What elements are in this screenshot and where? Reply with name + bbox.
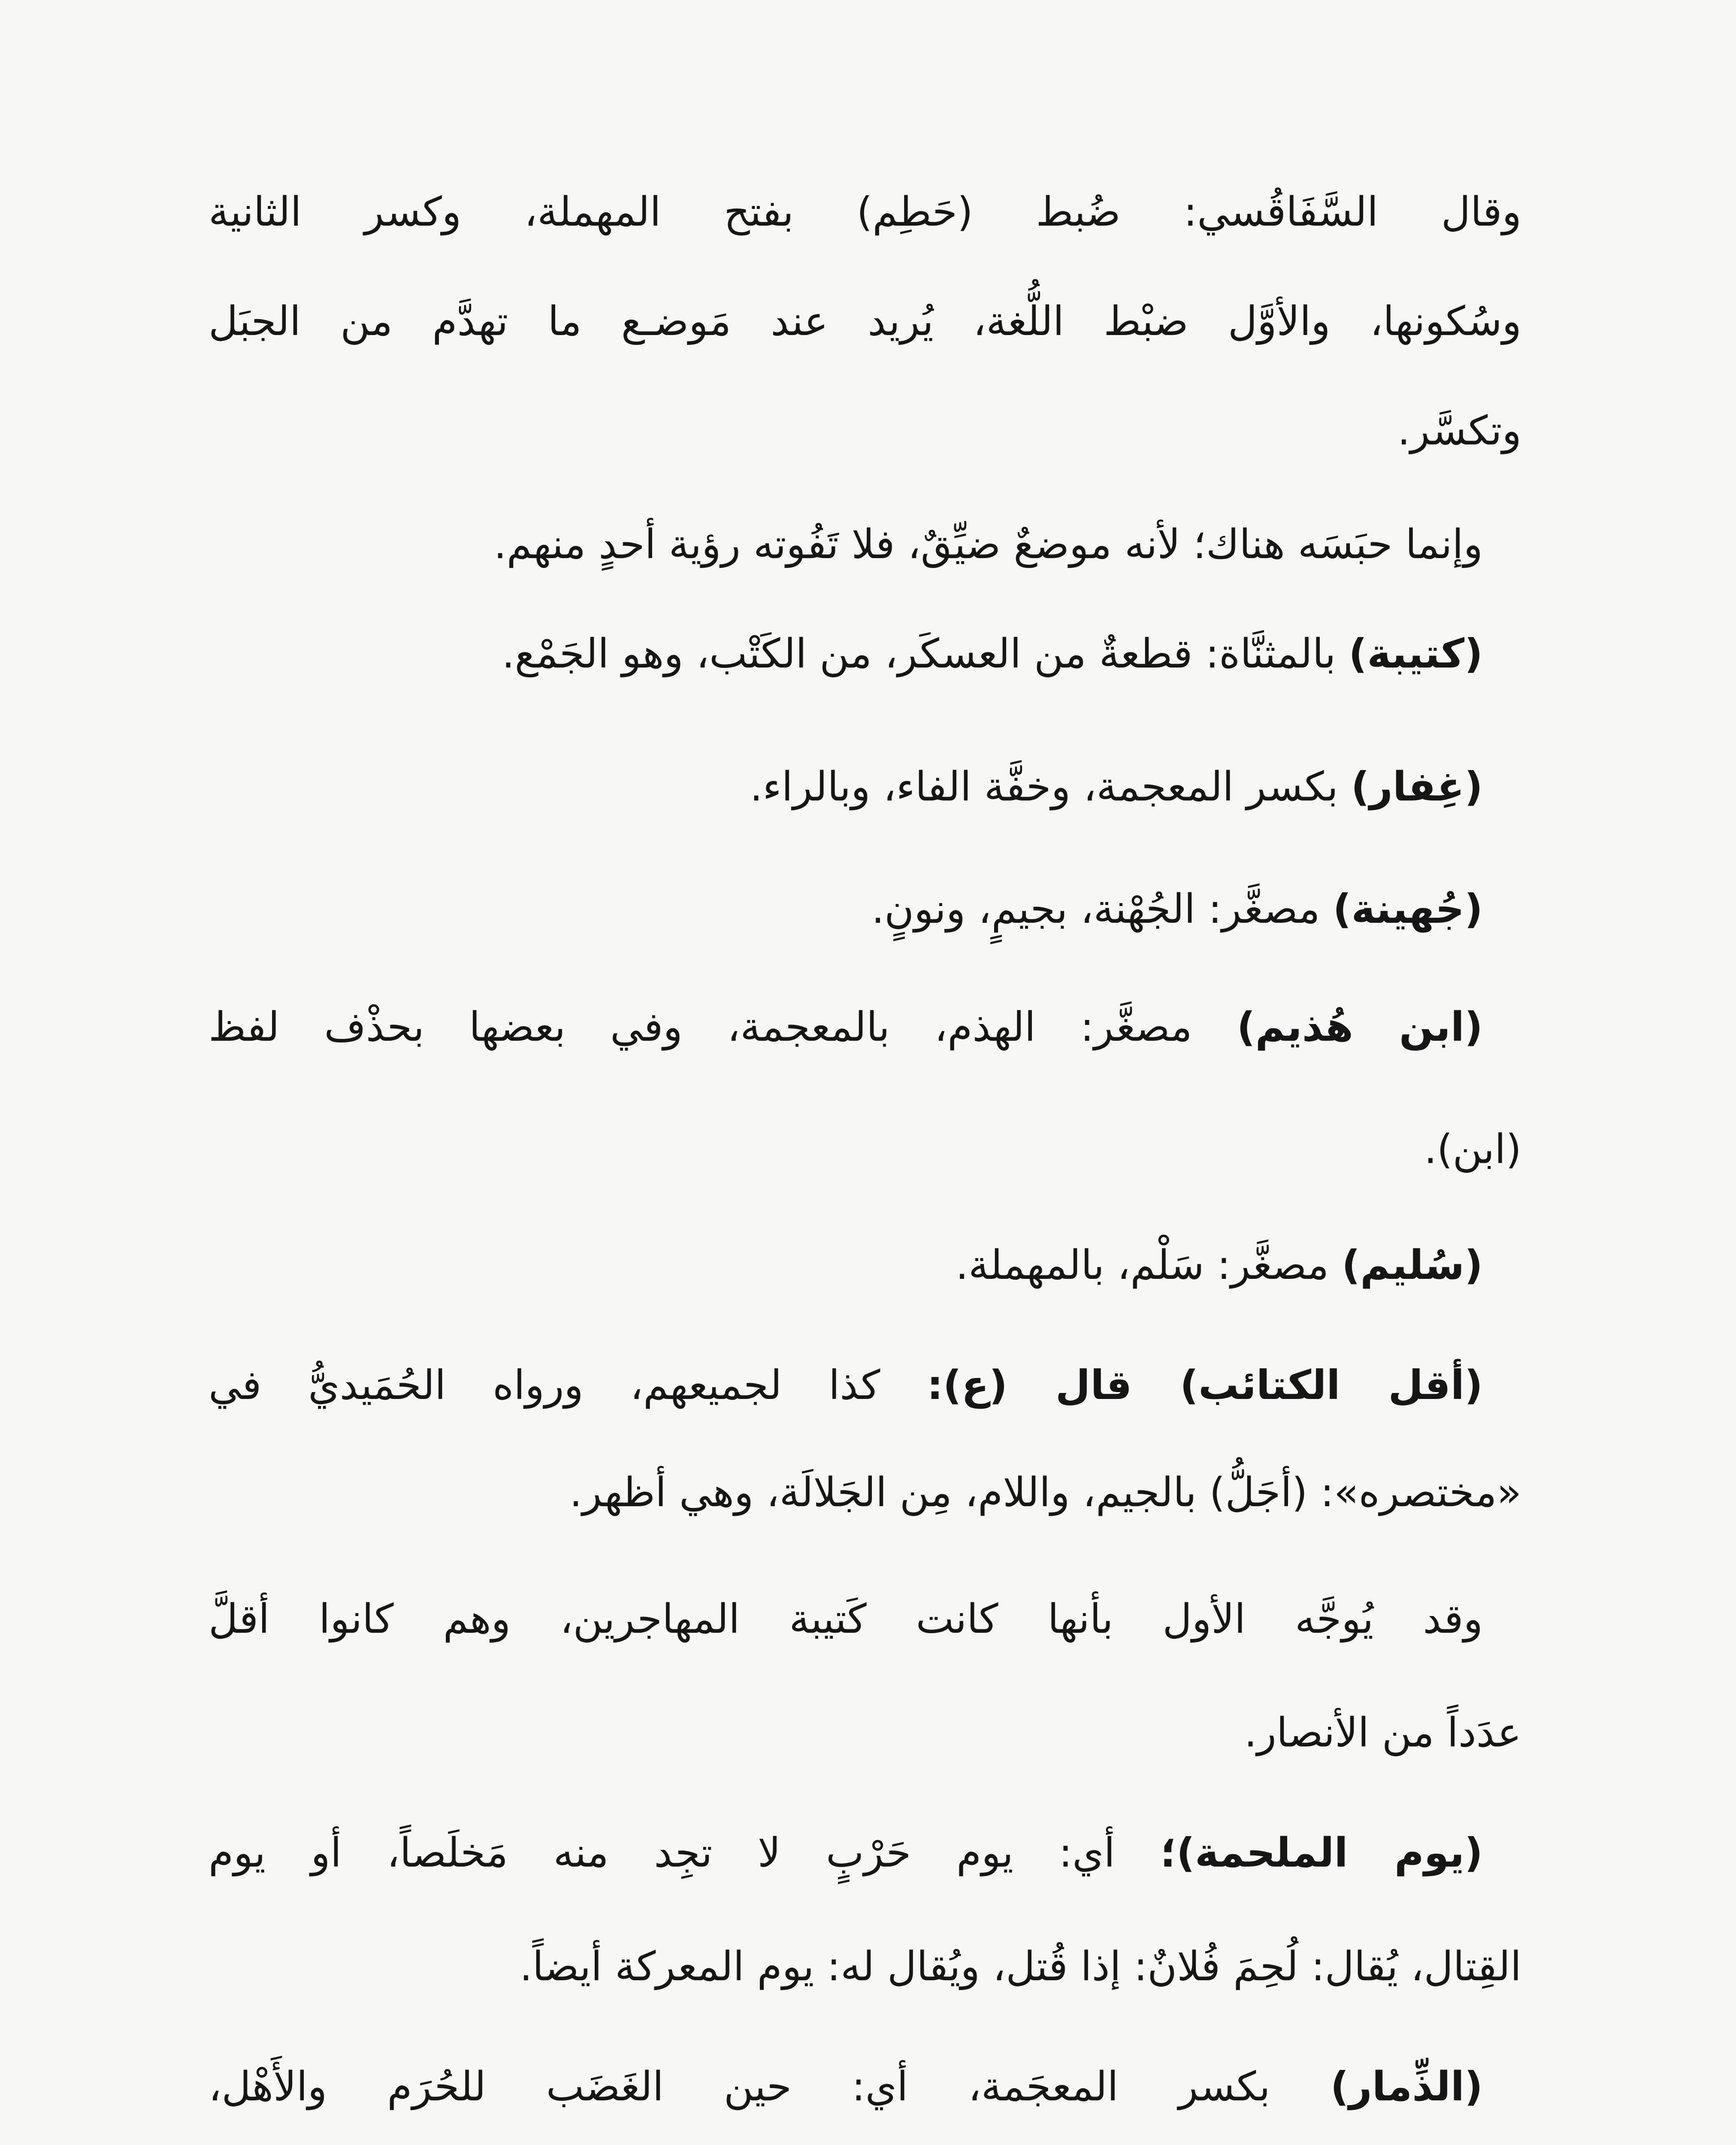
line-4-text: وإنما حبَسَه هناك؛ لأنه موضعٌ ضيِّقٌ، فلا تَفُوته رؤية أحدٍ منهم.: [493, 521, 1483, 568]
line-3-text: وتكسَّر.: [1397, 408, 1521, 454]
text-line-5: [502, 633, 1483, 684]
line-9-text: (ابن).: [1424, 1126, 1521, 1173]
text-line-6: [750, 766, 1483, 817]
term-ghifar: (غِفار): [1351, 764, 1483, 810]
text-line-12: [569, 1471, 1521, 1523]
text-line-1: [209, 191, 1521, 242]
text-line-8: [209, 1006, 1483, 1057]
line-1-text: وقال السَّفَاقُسي: ضُبط (حَطِم) بفتح المهملة، وكسر الثانية: [209, 189, 1521, 236]
text-line-4: [494, 523, 1483, 575]
line-12-text: «مختصره»: (أجَلُّ) بالجيم، واللام، مِن الجَلالَة، وهي أظهر.: [569, 1469, 1521, 1516]
line-6-text: بكسر المعجمة، وخفَّة الفاء، وبالراء.: [750, 764, 1351, 810]
text-line-11: [209, 1364, 1483, 1416]
text-line-2: [209, 300, 1521, 352]
term-aldhimar: (الذِّمار): [1330, 2063, 1483, 2110]
line-11-text: كذا لجميعهم، ورواه الحُمَيديُّ في: [209, 1362, 927, 1409]
line-2-text: وسُكونها، والأوَّل ضبْط اللُّغة، يُريد عند مَوضـع ما تهدَّم من الجبَل: [209, 298, 1521, 345]
text-line-15: [209, 1832, 1483, 1883]
term-aqall-alkataib: (أقل الكتائب) قال (ع):: [927, 1362, 1483, 1409]
term-katiba: (كتيبة): [1349, 631, 1483, 677]
line-17-text: بكسر المعجَمة، أي: حين الغَضَب للحُرَم والأَهْل،: [209, 2063, 1331, 2110]
text-line-17: [209, 2063, 1483, 2117]
text-line-10: [956, 1244, 1483, 1296]
line-14-text: عدَداً من الأنصار.: [1244, 1710, 1521, 1756]
term-yawm-almalhama: (يوم الملحمة)؛: [1160, 1830, 1483, 1876]
line-8-text: مصغَّر: الهذم، بالمعجمة، وفي بعضها بحذْف لفظ: [209, 1004, 1237, 1051]
text-line-16: [519, 1943, 1521, 1997]
text-line-14: [1244, 1712, 1521, 1763]
text-line-7: [871, 888, 1483, 940]
line-10-text: مصغَّر: سَلْم، بالمهملة.: [956, 1242, 1342, 1289]
term-ibn-hudhaym: (ابن هُذيم): [1237, 1004, 1483, 1051]
line-5-text: بالمثنَّاة: قطعةٌ من العسكَر، من الكَتْب، وهو الجَمْع.: [502, 631, 1349, 677]
term-sulaym: (سُليم): [1342, 1242, 1483, 1289]
line-7-text: مصغَّر: الجُهْنة، بجيمٍ، ونونٍ.: [871, 886, 1333, 933]
line-16-text: القِتال، يُقال: لُحِمَ فُلانٌ: إذا قُتل، ويُقال له: يوم المعركة أيضاً.: [519, 1943, 1521, 1990]
text-line-9: [1424, 1128, 1521, 1180]
text-line-13: [209, 1598, 1483, 1650]
text-line-3: [1397, 410, 1521, 461]
line-15-text: أي: يوم حَرْبٍ لا تجِد منه مَخلَصاً، أو يوم: [209, 1830, 1161, 1876]
term-juhayna: (جُهينة): [1333, 886, 1483, 933]
line-13-text: وقد يُوجَّه الأول بأنها كانت كَتيبة المهاجرين، وهم كانوا أقلَّ: [209, 1596, 1483, 1643]
